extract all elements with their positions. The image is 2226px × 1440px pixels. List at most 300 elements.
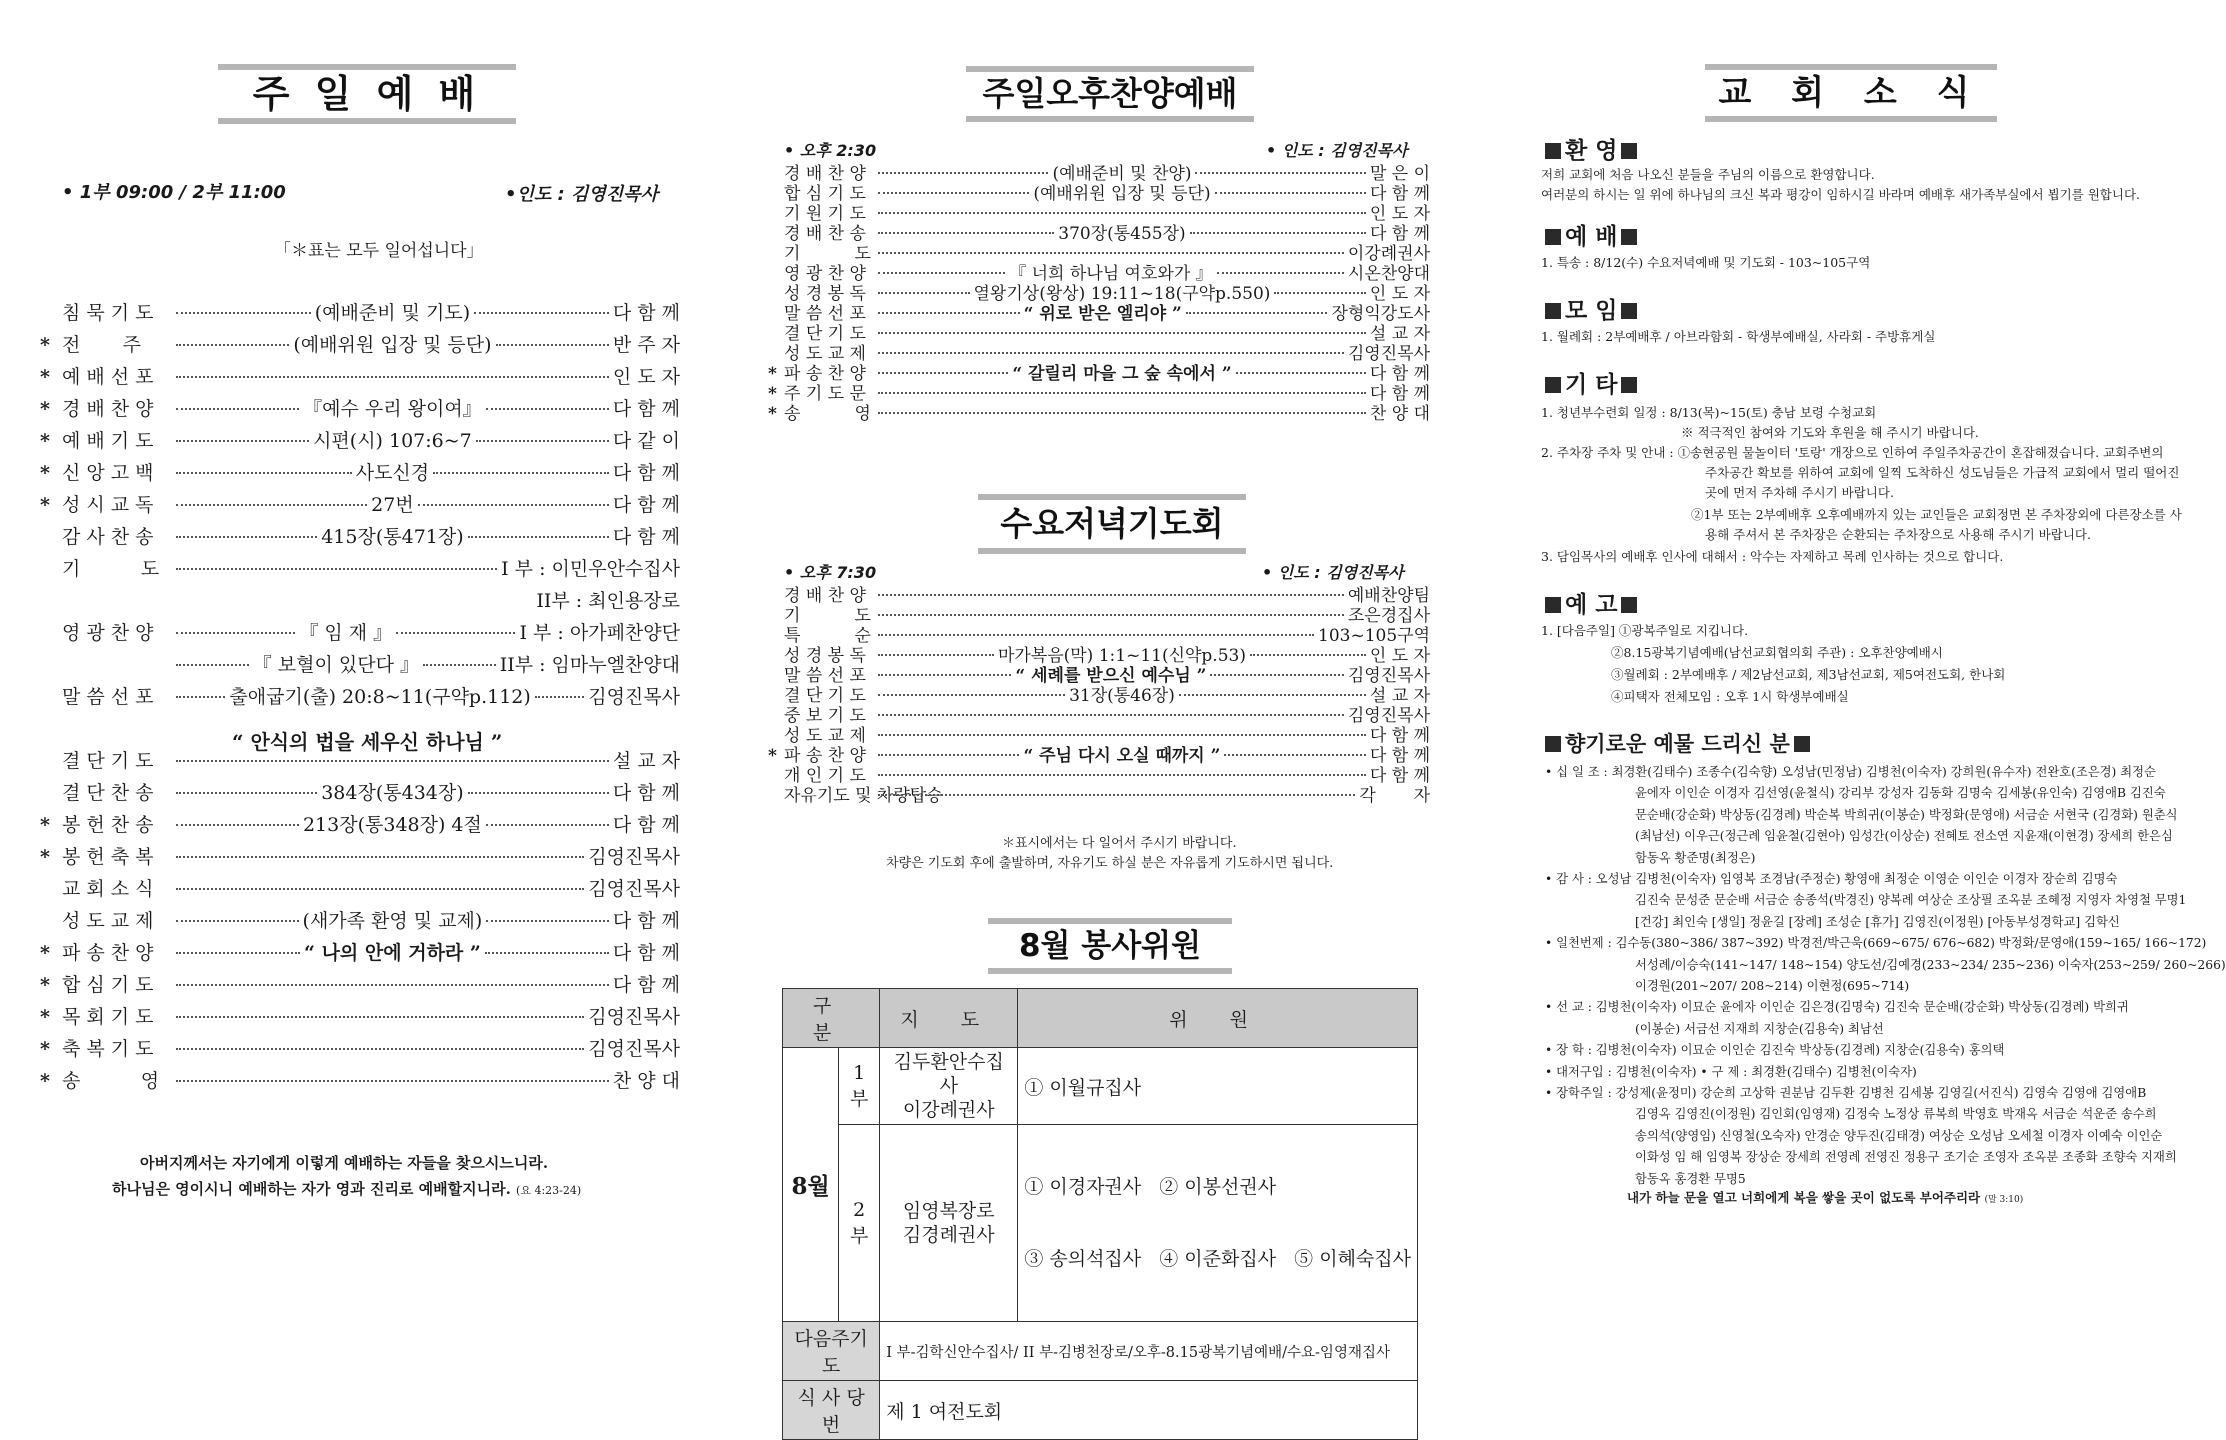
- dot-leader: [176, 344, 289, 346]
- duty-header-category: 구 분: [783, 989, 880, 1048]
- order-row: [768, 768, 1430, 785]
- dot-leader: [1224, 754, 1365, 756]
- order-label: 합 심 기 도: [62, 974, 154, 996]
- order-label: 송 영: [784, 404, 871, 424]
- dot-leader: [878, 634, 1314, 636]
- order-detail: 384장(통434장): [321, 782, 464, 804]
- dot-leader: [878, 714, 1344, 716]
- dot-leader: [878, 332, 1366, 334]
- closing-verse-text: 하나님은 영이시니 예배하는 자가 영과 진리로 예배할지니라.: [112, 1180, 511, 1198]
- order-person: 103~105구역: [1318, 626, 1430, 646]
- standing-mark: *: [40, 398, 50, 420]
- dot-leader: [176, 312, 311, 314]
- dot-leader: [176, 664, 249, 666]
- offering-line: 서성례/이승숙(141~147/ 148~154) 양도선/김예경(233~234/ 235~236) 이숙자(253~259/ 260~266): [1635, 957, 2226, 972]
- offering-line: • 일천번제 : 김수동(380~386/ 387~392) 박경전/박근욱(669~675/ 676~682) 박정화/문영애(159~165/ 166~172): [1545, 936, 2207, 951]
- worship-time: • 1부 09:00 / 2부 11:00: [62, 182, 286, 203]
- order-label: 목 회 기 도: [62, 1006, 154, 1028]
- dot-leader: [486, 408, 609, 410]
- etc-line2a: 2. 주차장 주차 및 안내 : ①송현공원 물놀이터 '토랑' 개장으로 인하여 주일주차공간이 혼잡해졌습니다. 교회주변의: [1541, 445, 2164, 460]
- offering-line: • 십 일 조 : 최경환(김태수) 조종수(김숙향) 오성남(민정남) 김병천(이숙자) 강희원(유수자) 전완호(조은경) 최정순: [1545, 765, 2156, 779]
- dot-leader: [878, 674, 1011, 676]
- order-detail: (예배위원 입장 및 등단): [293, 334, 492, 356]
- dot-leader: [176, 792, 317, 794]
- standing-note: 「＊표는 모두 일어섭니다」: [274, 241, 484, 261]
- order-row: [40, 1040, 680, 1059]
- dot-leader: [878, 192, 1029, 194]
- dot-leader: [176, 1016, 584, 1018]
- dot-leader: [433, 472, 609, 474]
- closing-verse-ref: (요 4:23-24): [516, 1184, 582, 1197]
- standing-mark: *: [40, 1070, 50, 1092]
- order-person: 다 함 께: [612, 942, 681, 964]
- order-label: 성 경 봉 독: [784, 646, 866, 666]
- order-person: 김영진목사: [1347, 344, 1430, 364]
- order-detail: 『 너희 하나님 여호와가 』: [1009, 264, 1213, 284]
- order-row: [40, 976, 680, 995]
- dot-leader: [878, 212, 1366, 214]
- duty-header-leader: 지 도: [880, 989, 1018, 1048]
- dot-leader: [176, 504, 367, 506]
- etc-heading-text: 기 타: [1565, 372, 1618, 398]
- offering-line: • 대저구입 : 김병천(이숙자) • 구 제 : 최경환(김태수) 김병천(이숙자): [1545, 1064, 1917, 1079]
- order-row: [768, 306, 1430, 323]
- order-detail: 사도신경: [355, 462, 430, 484]
- order-row: [768, 226, 1430, 243]
- dot-leader: [1236, 372, 1366, 374]
- order-person: 다 함 께: [1369, 726, 1430, 746]
- order-label: 파 송 찬 양: [62, 942, 154, 964]
- church-news-title: 교 회 소 식: [1705, 64, 1997, 122]
- afternoon-leader: • 인도 : 김영진목사: [1266, 141, 1408, 160]
- order-label: 기 도: [784, 244, 871, 264]
- standing-mark: *: [768, 384, 777, 404]
- standing-mark: *: [768, 746, 777, 766]
- sunday-worship-column: [0, 0, 730, 1240]
- order-person: 김영진목사: [588, 1038, 680, 1060]
- notice-line1: 1. [다음주일] ①광복주일로 지킵니다.: [1541, 623, 1749, 638]
- order-label: 개 인 기 도: [784, 766, 866, 786]
- order-person: 김영진목사: [588, 686, 680, 708]
- order-label: 성 경 봉 독: [784, 284, 866, 304]
- order-label: 기 도: [784, 606, 871, 626]
- dot-leader: [496, 344, 609, 346]
- etc-line2d: ②1부 또는 2부예배후 오후예배까지 있는 교인들은 교회정면 본 주차장외에 다른장소를 사: [1691, 507, 2182, 522]
- order-person: 예배찬양팀: [1347, 586, 1430, 606]
- order-row: [40, 624, 680, 643]
- wednesday-time: • 오후 7:30: [784, 563, 877, 582]
- duty-part2-leader1: 임영복장로: [902, 1200, 995, 1222]
- order-label: 기 원 기 도: [784, 204, 866, 224]
- duty-header-row: [783, 989, 1418, 1048]
- order-person: 인 도 자: [612, 366, 680, 388]
- order-label: 기 도: [62, 558, 160, 580]
- order-detail: 마가복음(막) 1:1~11(신약p.53): [997, 646, 1246, 666]
- dot-leader: [176, 760, 609, 762]
- order-person: 다 함 께: [1369, 224, 1431, 244]
- dot-leader: [1217, 272, 1344, 274]
- duty-row-next: [783, 1322, 1418, 1381]
- dot-leader: [1250, 654, 1366, 656]
- order-label: 봉 헌 찬 송: [62, 814, 154, 836]
- dot-leader: [176, 1080, 609, 1082]
- duty-next-value: I 부-김학신안수집사/ II 부-김병천장로/오후-8.15광복기념예배/수요-임영재집사: [880, 1322, 1418, 1381]
- order-label: 침 묵 기 도: [62, 302, 154, 324]
- order-row: [768, 708, 1430, 725]
- order-detail: 열왕기상(왕상) 19:11~18(구약p.550): [973, 284, 1271, 304]
- dot-leader: [486, 824, 609, 826]
- order-person: II부 : 최인용장로: [536, 590, 680, 612]
- order-row: [40, 432, 680, 451]
- dot-leader: [878, 794, 1355, 796]
- order-row: [40, 656, 680, 675]
- etc-line2b: 주차공간 확보를 위하여 교회에 일찍 도착하신 성도님들은 가급적 교회에서 멀리 떨어진: [1705, 465, 2180, 480]
- duty-part1-leader1: 김두환안수집사: [893, 1051, 1004, 1097]
- standing-mark: *: [40, 974, 50, 996]
- order-row: [40, 688, 680, 707]
- worship-leader: •인도 : 김영진목사: [505, 184, 658, 205]
- square-bullet-icon: [1794, 736, 1810, 752]
- order-detail: 출애굽기(출) 20:8~11(구약p.112): [229, 686, 531, 708]
- order-detail: “ 주님 다시 오실 때까지 ”: [1023, 746, 1221, 766]
- dot-leader: [396, 632, 515, 634]
- duty-table: [782, 988, 1418, 1440]
- worship-news-line1: 1. 특송 : 8/12(수) 수요저녁예배 및 기도회 - 103~105구역: [1541, 255, 1871, 270]
- footer-verse-ref: (말 3:10): [1984, 1195, 2024, 1205]
- order-row: [40, 816, 680, 835]
- order-person: 다 함 께: [1369, 766, 1430, 786]
- etc-line2c: 곳에 먼저 주차해 주시기 바랍니다.: [1705, 485, 1894, 500]
- dot-leader: [176, 696, 225, 698]
- order-person: 다 함 께: [612, 398, 680, 420]
- offering-line: 함동옥 황준명(최정은): [1635, 850, 1756, 865]
- dot-leader: [176, 952, 300, 954]
- order-detail: 370장(통455장): [1058, 224, 1186, 244]
- order-row: [768, 748, 1430, 765]
- dot-leader: [878, 352, 1344, 354]
- duty-part2-members-line2: ③ 송의석집사 ④ 이준화집사 ⑤ 이혜숙집사: [1024, 1248, 1411, 1270]
- order-row: [40, 592, 680, 611]
- square-bullet-icon: [1545, 143, 1561, 159]
- order-person: 각 자: [1359, 786, 1430, 806]
- order-detail: 213장(통348장) 4절: [302, 814, 482, 836]
- order-person: 김영진목사: [1347, 666, 1430, 686]
- square-bullet-icon: [1545, 377, 1561, 393]
- offering-heading: [1541, 728, 1814, 758]
- notice-line3: ③월례회 : 2부예배후 / 제2남선교회, 제3남선교회, 제5여전도회, 한나회: [1611, 667, 2006, 682]
- square-bullet-icon: [1621, 229, 1637, 245]
- order-label: 결 단 기 도: [784, 324, 866, 344]
- duty-row-part2: [783, 1125, 1418, 1322]
- order-label: 신 앙 고 백: [62, 462, 154, 484]
- standing-mark: *: [768, 364, 777, 384]
- order-label: 주 기 도 문: [784, 384, 866, 404]
- dot-leader: [878, 292, 970, 294]
- etc-line1: 1. 청년부수련회 일정 : 8/13(목)~15(토) 충남 보령 수청교회: [1541, 405, 1877, 420]
- duty-part1-leader2: 이강례권사: [902, 1099, 995, 1121]
- order-row: [768, 688, 1430, 705]
- order-label: 영 광 찬 양: [784, 264, 866, 284]
- dot-leader: [878, 252, 1344, 254]
- order-row: [40, 400, 680, 419]
- order-label: 성 도 교 제: [784, 344, 866, 364]
- standing-mark: *: [768, 404, 777, 424]
- welcome-heading-text: 환 영: [1565, 138, 1618, 164]
- dot-leader: [418, 504, 609, 506]
- offering-line: 김진숙 문성준 문순배 서금순 송종석(박경진) 양복례 여상순 조상필 조옥분 조혜정 지영자 차영철 무명1: [1635, 893, 2187, 908]
- order-person: 찬 양 대: [1369, 404, 1430, 424]
- offering-line: (이봉순) 서금선 지재희 지창순(김용숙) 최남선: [1635, 1021, 1884, 1036]
- order-label: 영 광 찬 양: [62, 622, 154, 644]
- order-row: [40, 304, 680, 323]
- order-label: 성 도 교 제: [62, 910, 154, 932]
- dot-leader: [1195, 172, 1365, 174]
- order-person: 설 교 자: [612, 750, 680, 772]
- order-row: [40, 496, 680, 515]
- dot-leader: [878, 774, 1366, 776]
- order-row: [768, 648, 1430, 665]
- duty-next-label: 다음주기도: [783, 1322, 880, 1381]
- offering-heading-text: 향기로운 예물 드리신 분: [1565, 732, 1790, 756]
- welcome-line1: 저희 교회에 처음 나오신 분들을 주님의 이름으로 환영합니다.: [1541, 167, 1875, 182]
- order-label: 자유기도 및 차량탑승: [784, 786, 943, 806]
- order-label: 축 복 기 도: [62, 1038, 154, 1060]
- order-label: 예 배 기 도: [62, 430, 154, 452]
- notice-heading: [1541, 586, 1641, 619]
- order-person: 김영진목사: [1347, 706, 1430, 726]
- order-person: 다 함 께: [612, 494, 680, 516]
- order-person: 다 함 께: [612, 302, 681, 324]
- order-row: [40, 1008, 680, 1027]
- order-label: 합 심 기 도: [784, 184, 866, 204]
- order-row: [768, 206, 1430, 223]
- footer-verse-text: 내가 하늘 문을 열고 너희에게 복을 쌓을 곳이 없도록 부어주리라: [1627, 1190, 1981, 1205]
- offering-line: 김영옥 김영진(이정원) 김인회(임영재) 김정숙 노정상 류복희 박영호 박재옥 서금순 석운준 송수희: [1635, 1107, 2157, 1122]
- dot-leader: [878, 694, 1065, 696]
- order-row: [40, 944, 680, 963]
- worship-heading: [1541, 218, 1641, 251]
- offering-line: [건강] 최인숙 [생일] 정윤길 [장례] 조성순 [휴가] 김영진(이정원) [아동부성경학교] 김학신: [1635, 914, 2120, 929]
- order-row: [768, 668, 1430, 685]
- dot-leader: [1186, 312, 1328, 314]
- church-news-column: [1535, 0, 2226, 1240]
- standing-mark: *: [40, 366, 50, 388]
- standing-mark: *: [40, 334, 50, 356]
- standing-mark: *: [40, 1038, 50, 1060]
- worship-heading-text: 예 배: [1565, 224, 1618, 250]
- order-person: 장형익강도사: [1331, 304, 1431, 324]
- meeting-line1: 1. 월례회 : 2부예배후 / 아브라함회 - 학생부예배실, 사라회 - 주방휴게실: [1541, 329, 1936, 344]
- order-detail: (새가족 환영 및 교제): [302, 910, 483, 932]
- order-person: 다 함 께: [612, 526, 681, 548]
- notice-heading-text: 예 고: [1565, 592, 1618, 618]
- duty-header-members: 위 원: [1018, 989, 1418, 1048]
- order-label: 말 씀 선 포: [784, 304, 866, 324]
- duty-part2-members: [1018, 1125, 1418, 1322]
- order-detail: 시편(시) 107:6~7: [313, 430, 472, 452]
- dot-leader: [1190, 232, 1366, 234]
- afternoon-worship-title: 주일오후찬양예배: [966, 66, 1254, 122]
- dot-leader: [423, 664, 496, 666]
- order-label: 경 배 찬 양: [784, 164, 866, 184]
- wednesday-note2: 차량은 기도회 후에 출발하며, 자유기도 하실 분은 자유롭게 기도하시면 됩니다.: [886, 856, 1334, 871]
- offering-line: • 선 교 : 김병천(이숙자) 이묘순 윤에자 이인순 김은경(김명숙) 김진숙 문순배(강순화) 박상동(김경례) 박희귀: [1545, 1000, 2129, 1015]
- dot-leader: [878, 372, 1008, 374]
- order-row: [768, 246, 1430, 263]
- duty-meal-value: 제 1 여전도회: [880, 1381, 1418, 1440]
- dot-leader: [1215, 192, 1366, 194]
- closing-verse-line2: [112, 1178, 581, 1199]
- order-person: 말 은 이: [1369, 164, 1431, 184]
- dot-leader: [176, 376, 609, 378]
- order-detail: (예배준비 및 기도): [314, 302, 471, 324]
- order-person: 김영진목사: [588, 878, 680, 900]
- square-bullet-icon: [1621, 303, 1637, 319]
- order-detail: (예배위원 입장 및 등단): [1033, 184, 1211, 204]
- order-person: 다 함 께: [612, 782, 681, 804]
- order-row: [768, 266, 1430, 283]
- notice-line4: ④피택자 전체모임 : 오후 1시 학생부예배실: [1611, 689, 1849, 704]
- order-label: 중 보 기 도: [784, 706, 866, 726]
- order-row: [768, 628, 1430, 645]
- dot-leader: [535, 696, 584, 698]
- afternoon-time: • 오후 2:30: [784, 141, 877, 160]
- order-label: 결 단 기 도: [784, 686, 866, 706]
- order-detail: 『예수 우리 왕이여』: [303, 398, 482, 420]
- offering-line: 윤에자 이인순 이경자 김선영(윤철식) 강리부 강성자 김동화 김명숙 김세봉(유인숙) 김영애B 김진숙: [1635, 786, 2166, 801]
- duty-row-meal: [783, 1381, 1418, 1440]
- order-person: II부 : 임마누엘찬양대: [499, 654, 681, 676]
- order-label: 파 송 찬 양: [784, 746, 866, 766]
- dot-leader: [486, 920, 609, 922]
- order-person: 조은경집사: [1347, 606, 1430, 626]
- order-label: 경 배 찬 양: [62, 398, 154, 420]
- dot-leader: [176, 920, 299, 922]
- sunday-worship-title: 주 일 예 배: [218, 64, 516, 124]
- dot-leader: [878, 614, 1344, 616]
- order-label: 성 시 교 독: [62, 494, 154, 516]
- order-row: [40, 848, 680, 867]
- order-label: 교 회 소 식: [62, 878, 154, 900]
- order-detail: “ 나의 안에 거하라 ”: [304, 942, 481, 964]
- etc-line1b: ※ 적극적인 참여와 기도와 후원을 해 주시기 바랍니다.: [1681, 425, 1979, 440]
- duty-part2-leaders: [880, 1125, 1018, 1322]
- dot-leader: [878, 734, 1366, 736]
- standing-mark: *: [40, 1006, 50, 1028]
- order-row: [768, 366, 1430, 383]
- order-person: 다 같 이: [612, 430, 681, 452]
- order-person: 인 도 자: [1369, 284, 1430, 304]
- etc-heading: [1541, 366, 1641, 399]
- order-row: [768, 166, 1430, 183]
- wednesday-leader: • 인도 : 김영진목사: [1262, 563, 1404, 582]
- center-column: [768, 0, 1450, 1436]
- dot-leader: [476, 440, 609, 442]
- order-row: [768, 728, 1430, 745]
- order-person: 설 교 자: [1369, 324, 1430, 344]
- duty-row-part1: [783, 1048, 1418, 1125]
- order-person: 반 주 자: [612, 334, 681, 356]
- dot-leader: [176, 888, 584, 890]
- standing-mark: *: [40, 494, 50, 516]
- dot-leader: [176, 1048, 584, 1050]
- square-bullet-icon: [1545, 736, 1561, 752]
- footer-verse: [1627, 1188, 2023, 1206]
- standing-mark: *: [40, 942, 50, 964]
- order-person: 설 교 자: [1369, 686, 1430, 706]
- offering-line: (최남선) 이우근(정근례 임윤철(김현아) 임성간(이상순) 전혜토 전소연 지윤재(이현경) 장세희 한은심: [1635, 829, 2173, 844]
- order-person: I 부 : 아가페찬양단: [519, 622, 680, 644]
- etc-line3: 3. 담임목사의 예배후 인사에 대해서 : 악수는 자제하고 목례 인사하는 것으로 합니다.: [1541, 549, 2004, 564]
- dot-leader: [176, 408, 299, 410]
- order-label: 송 영: [62, 1070, 160, 1092]
- order-row: [40, 784, 680, 803]
- offering-line: 문순배(강순화) 박상동(김경례) 박순복 박희귀(이봉순) 박정화(문영애) 서금순 서현국 (김경화) 원춘식: [1635, 807, 2178, 822]
- dot-leader: [878, 172, 1048, 174]
- dot-leader: [176, 632, 295, 634]
- duty-part1-members: ① 이월규집사: [1018, 1048, 1418, 1125]
- standing-mark: *: [40, 430, 50, 452]
- order-label: 결 단 찬 송: [62, 782, 154, 804]
- order-detail: 27번: [371, 494, 414, 516]
- order-person: 다 함 께: [612, 462, 681, 484]
- square-bullet-icon: [1545, 229, 1561, 245]
- order-label: 특 순: [784, 626, 871, 646]
- standing-mark: *: [40, 814, 50, 836]
- order-person: 찬 양 대: [612, 1070, 680, 1092]
- duty-part2: 2부: [839, 1125, 880, 1322]
- meeting-heading-text: 모 임: [1565, 298, 1618, 324]
- dot-leader: [176, 856, 584, 858]
- dot-leader: [878, 272, 1005, 274]
- order-row: [40, 880, 680, 899]
- order-label: 봉 헌 축 복: [62, 846, 154, 868]
- dot-leader: [878, 594, 1344, 596]
- dot-leader: [878, 392, 1366, 394]
- order-person: I 부 : 이민우안수집사: [501, 558, 680, 580]
- order-row: [40, 464, 680, 483]
- welcome-line2: 여러분의 하시는 일 위에 하나님의 크신 복과 평강이 임하시길 바라며 예배후 새가족부실에서 뵙기를 원합니다.: [1541, 187, 2141, 202]
- order-detail: 『 보혈이 있단다 』: [252, 654, 419, 676]
- offering-line: 송의석(양영임) 신영철(오숙자) 안경순 양두진(김태경) 여상순 오성남 오세철 이경자 이예숙 이인순: [1635, 1128, 2163, 1143]
- order-person: 다 함 께: [612, 814, 680, 836]
- square-bullet-icon: [1621, 143, 1637, 159]
- offering-line: • 장 학 : 김병천(이숙자) 이묘순 이인순 김진숙 박상동(김경례) 지창순(김용숙) 홍의택: [1545, 1043, 2005, 1058]
- duty-meal-label: 식 사 당 번: [783, 1381, 880, 1440]
- order-row: [768, 386, 1430, 403]
- dot-leader: [176, 440, 309, 442]
- duty-part1: 1부: [839, 1048, 880, 1125]
- duty-part1-leaders: [880, 1048, 1018, 1125]
- duty-month: 8월: [783, 1048, 839, 1322]
- order-row: [40, 1072, 680, 1091]
- standing-mark: *: [40, 462, 50, 484]
- dot-leader: [176, 568, 497, 570]
- order-label: 예 배 선 포: [62, 366, 154, 388]
- order-person: 다 함 께: [612, 974, 680, 996]
- order-person: 다 함 께: [612, 910, 680, 932]
- order-label: 경 배 찬 양: [784, 586, 866, 606]
- order-row: [768, 186, 1430, 203]
- dot-leader: [468, 536, 609, 538]
- order-person: 김영진목사: [588, 846, 680, 868]
- meeting-heading: [1541, 292, 1641, 325]
- standing-mark: *: [40, 846, 50, 868]
- offering-line: 이경원(201~207/ 208~214) 이현정(695~714): [1635, 979, 1910, 993]
- order-person: 시온찬양대: [1347, 264, 1431, 284]
- dot-leader: [176, 472, 352, 474]
- dot-leader: [474, 312, 609, 314]
